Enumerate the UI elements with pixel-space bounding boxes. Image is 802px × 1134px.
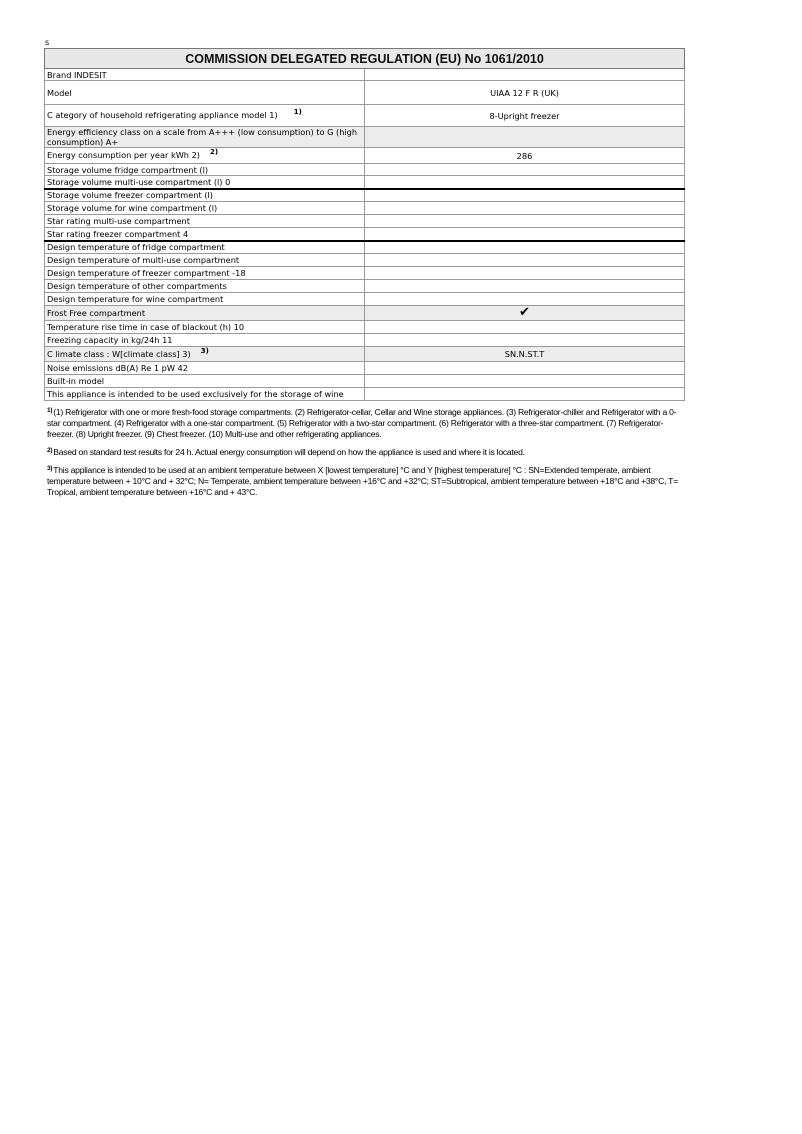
- footnote-ref: 3): [200, 346, 209, 355]
- row-value: UIAA 12 F R (UK): [365, 81, 685, 105]
- row-label-text: Storage volume freezer compartment (l): [47, 190, 213, 201]
- row-value: [365, 388, 685, 401]
- row-value: [365, 362, 685, 375]
- row-label-text: This appliance is intended to be used exclusively for the storage of wine: [47, 389, 344, 399]
- row-label-text: C ategory of household refrigerating appliance model 1): [47, 110, 278, 120]
- row-value: [365, 241, 685, 254]
- row-label-text: Star rating multi-use compartment: [47, 216, 190, 226]
- checkmark-icon: ✔: [519, 305, 530, 320]
- row-value: [365, 375, 685, 388]
- footnote-ref: 2): [209, 148, 219, 156]
- footnote-text: (1) Refrigerator with one or more fresh-food storage compartments. (2) Refrigerator-cellar, Cellar and Wine storage appliances. (3) Refrigerator-chiller and Refrigerator with a 0-star compartment. (4) Refrigerator with a one-star compartment. (5) Refrigerator with a two-star compartment. (6) Refrigerator with a three-star compartment. (7) Refrigerator-freezer. (8) Upright freezer. (9) Chest freezer. (10) Multi-use and other refrigerating appliances.: [47, 407, 677, 439]
- footnotes: [44, 405, 685, 498]
- row-label: [45, 280, 365, 293]
- table-row: [45, 189, 685, 202]
- row-value: [365, 306, 685, 321]
- footnote-3: [47, 463, 685, 498]
- row-label: [45, 69, 365, 81]
- footnote-mark: 1): [47, 407, 53, 414]
- row-label: [45, 388, 365, 401]
- footnote-ref: 1): [293, 108, 302, 116]
- table-row: [45, 267, 685, 280]
- table-row: [45, 362, 685, 375]
- row-value: [365, 321, 685, 334]
- row-label: [45, 362, 365, 375]
- row-label: [45, 127, 365, 148]
- row-label: [45, 375, 365, 388]
- table-row: [45, 215, 685, 228]
- row-value: [365, 267, 685, 280]
- row-label: [45, 241, 365, 254]
- footnote-2: [47, 445, 685, 458]
- row-value: [365, 334, 685, 347]
- row-label: [45, 202, 365, 215]
- row-label-text: Energy consumption per year kWh 2): [47, 150, 200, 160]
- table-row: [45, 241, 685, 254]
- row-value: [365, 215, 685, 228]
- row-label-text: Storage volume fridge compartment (l): [47, 164, 209, 175]
- row-value: SN.N.ST.T: [365, 347, 685, 362]
- table-row: [45, 388, 685, 401]
- row-label-text: Storage volume for wine compartment (l): [47, 203, 218, 213]
- row-label-text: Design temperature for wine compartment: [47, 294, 224, 304]
- table-row: [45, 81, 685, 105]
- row-label-text: Star rating freezer compartment 4: [47, 228, 189, 239]
- table-row: [45, 105, 685, 127]
- row-label: [45, 189, 365, 202]
- row-label-text: Design temperature of other compartments: [47, 281, 227, 291]
- row-label: [45, 293, 365, 306]
- footnote-1: [47, 405, 685, 440]
- row-label: [45, 267, 365, 280]
- row-label-text: Temperature rise time in case of blackout (h) 10: [47, 322, 245, 332]
- row-label-text: Storage volume multi-use compartment (l) 0: [47, 176, 231, 187]
- row-label-text: Frost Free compartment: [47, 308, 146, 318]
- table-row: [45, 69, 685, 81]
- table-row: [45, 127, 685, 148]
- title-row: [45, 49, 685, 69]
- footnote-mark: 2): [47, 447, 53, 454]
- row-label: [45, 81, 365, 105]
- table-row: [45, 254, 685, 267]
- row-label: [45, 164, 365, 176]
- row-label: [45, 215, 365, 228]
- row-value: [365, 254, 685, 267]
- corner-mark: s: [45, 38, 50, 47]
- row-label-text: Energy efficiency class on a scale from A+++ (low consumption) to G (high consumption) A+: [47, 127, 358, 147]
- row-label-text: Noise emissions dB(A) Re 1 pW 42: [47, 363, 188, 373]
- footnote-mark: 3): [47, 465, 53, 472]
- table-row: [45, 347, 685, 362]
- row-label-text: Brand INDESIT: [47, 69, 107, 80]
- table-row: [45, 202, 685, 215]
- row-label-text: Design temperature of fridge compartment: [47, 242, 225, 253]
- row-label-text: Design temperature of freezer compartment -18: [47, 268, 246, 278]
- table-row: [45, 375, 685, 388]
- row-value: [365, 69, 685, 81]
- row-value: [365, 189, 685, 202]
- table-row: [45, 280, 685, 293]
- row-label-text: Freezing capacity in kg/24h 11: [47, 335, 173, 345]
- table-row: [45, 164, 685, 176]
- row-value: [365, 228, 685, 241]
- row-value: [365, 164, 685, 176]
- table-row: [45, 306, 685, 321]
- row-value: [365, 280, 685, 293]
- row-value: 286: [365, 148, 685, 164]
- regulation-title: COMMISSION DELEGATED REGULATION (EU) No 1061/2010: [45, 49, 685, 69]
- row-label: [45, 228, 365, 241]
- row-label: [45, 347, 365, 362]
- row-label-text: Model: [47, 87, 72, 98]
- footnote-text: Based on standard test results for 24 h. Actual energy consumption will depend on how the appliance is used and where it is located.: [53, 447, 525, 457]
- row-label: [45, 334, 365, 347]
- row-label: [45, 306, 365, 321]
- row-label: [45, 254, 365, 267]
- product-fiche-table: [44, 48, 685, 401]
- table-row: [45, 293, 685, 306]
- table-row: [45, 176, 685, 189]
- row-value: 8-Upright freezer: [365, 105, 685, 127]
- table-row: [45, 334, 685, 347]
- row-value: [365, 176, 685, 189]
- table-row: [45, 321, 685, 334]
- row-label-text: C limate class : W[climate class] 3): [47, 348, 191, 359]
- row-value: [365, 202, 685, 215]
- table-row: [45, 148, 685, 164]
- row-label: [45, 105, 365, 127]
- row-label: [45, 148, 365, 164]
- table-row: [45, 228, 685, 241]
- footnote-text: This appliance is intended to be used at an ambient temperature between X [lowest temperature] °C and Y [highest temperature] °C : SN=Extended temperate, ambient temperature between + 10°C and + 32°C; N= Temperate, ambient temperature between +16°C and +32°C; ST=Subtropical, ambient temperature between +18°C and +38°C, T= Tropical, ambient temperature between +16°C and + 43°C.: [47, 465, 678, 497]
- row-label-text: Design temperature of multi-use compartment: [47, 255, 240, 265]
- row-value: [365, 127, 685, 148]
- regulation-sheet: [44, 48, 685, 503]
- row-label: [45, 176, 365, 189]
- row-label: [45, 321, 365, 334]
- row-value: [365, 293, 685, 306]
- row-label-text: Built-in model: [47, 376, 105, 386]
